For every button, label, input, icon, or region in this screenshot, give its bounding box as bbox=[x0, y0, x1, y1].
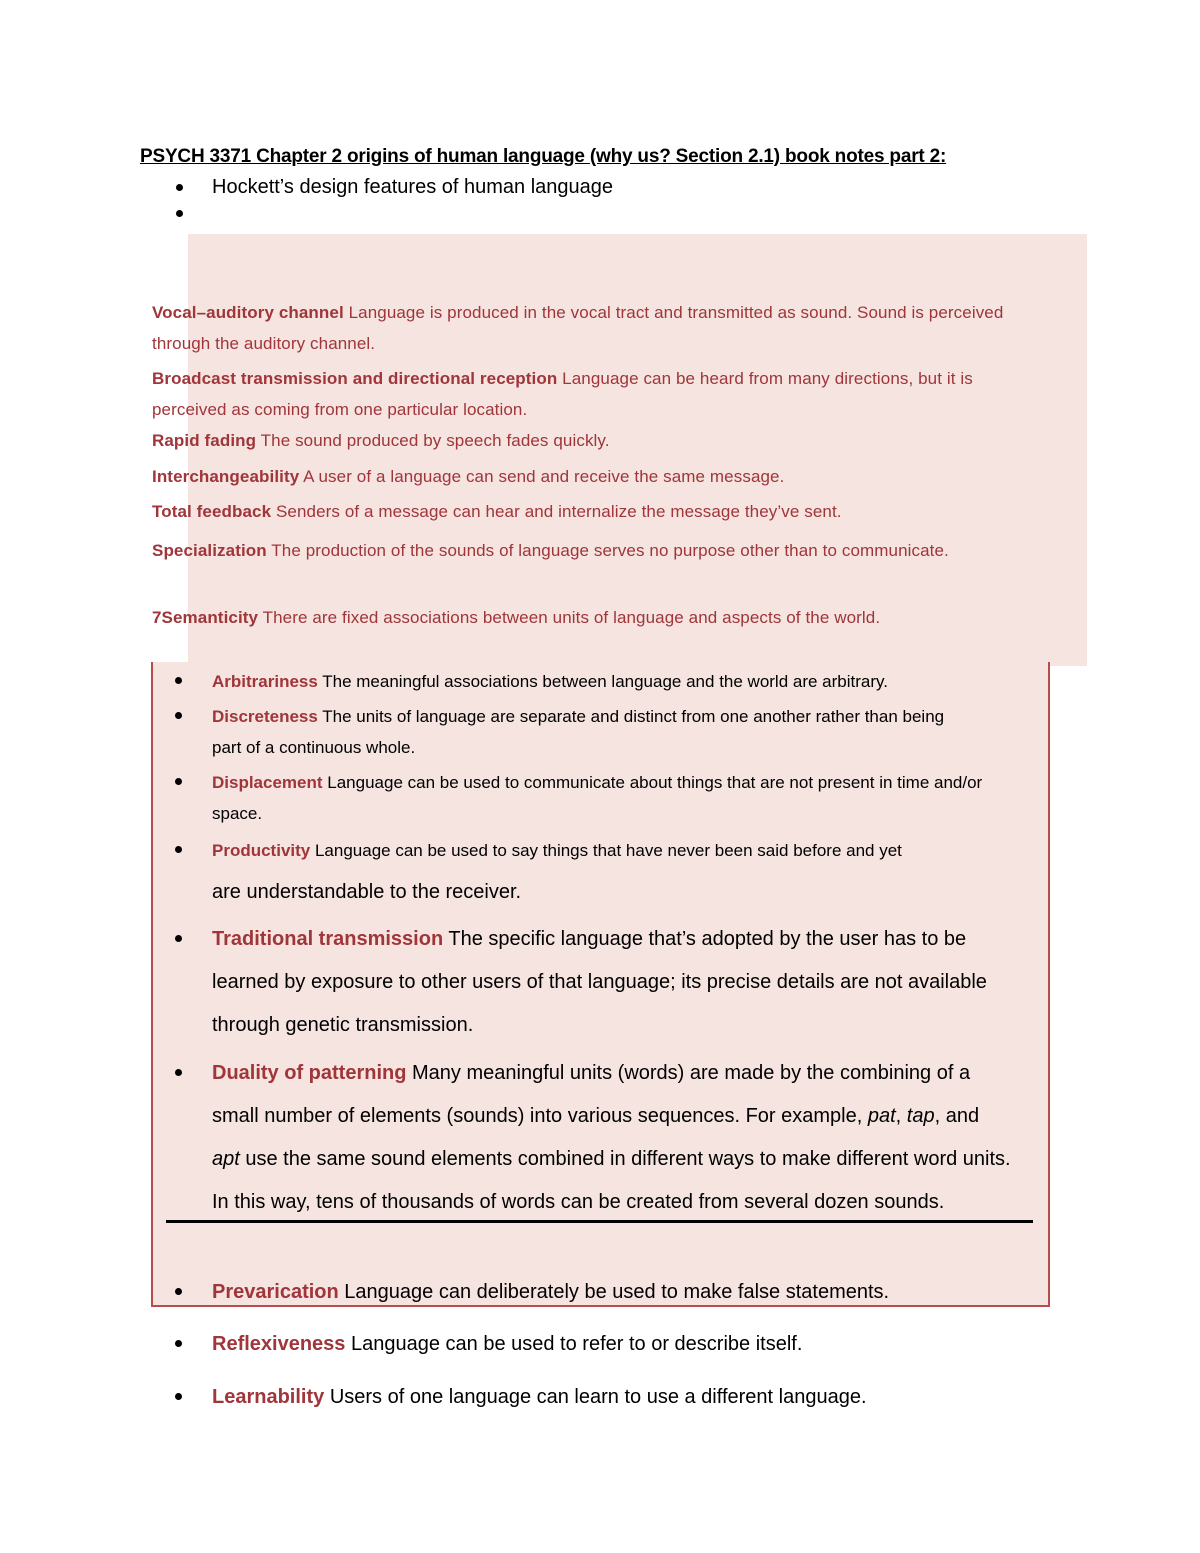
feature-term: Prevarication bbox=[212, 1281, 339, 1303]
example-word: tap bbox=[906, 1105, 935, 1127]
feature-paragraph bbox=[152, 425, 1022, 456]
bullet-icon bbox=[175, 1069, 182, 1076]
feature-description: Language can deliberately be used to make false statements. bbox=[338, 1281, 890, 1303]
feature-description: Users of one language can learn to use a different language. bbox=[324, 1386, 867, 1408]
feature-description: The meaningful associations between language and the world are arbitrary. bbox=[317, 672, 888, 691]
feature-term: Discreteness bbox=[212, 707, 318, 726]
bullet-icon bbox=[175, 677, 182, 684]
feature-term: Interchangeability bbox=[152, 467, 300, 486]
list-item bbox=[172, 200, 613, 226]
bullet-icon bbox=[175, 1393, 182, 1400]
feature-term: Learnability bbox=[212, 1386, 325, 1408]
list-item bbox=[172, 174, 613, 200]
feature-term: Duality of patterning bbox=[212, 1062, 407, 1084]
list-item bbox=[212, 918, 1012, 1047]
feature-description: There are fixed associations between units of language and aspects of the world. bbox=[258, 608, 881, 627]
feature-description: Language can be used to refer to or describe itself. bbox=[345, 1333, 803, 1355]
list-item-text: Hockett’s design features of human language bbox=[212, 176, 614, 198]
list-item bbox=[212, 835, 1012, 866]
feature-term: Specialization bbox=[152, 541, 267, 560]
feature-description: Language can be used to say things that have never been said before and yet bbox=[310, 841, 902, 860]
bullet-icon bbox=[176, 184, 183, 191]
feature-description: Language can be heard from many directions, but it is perceived as coming from one particular location. bbox=[152, 369, 973, 419]
bullet-icon bbox=[175, 935, 182, 942]
feature-term: Reflexiveness bbox=[212, 1333, 346, 1355]
feature-description: The sound produced by speech fades quickly. bbox=[256, 431, 610, 450]
document-title: PSYCH 3371 Chapter 2 origins of human language (why us? Section 2.1) book notes part 2: bbox=[140, 146, 947, 167]
separator-text: , and bbox=[934, 1105, 980, 1127]
feature-term: 7Semanticity bbox=[152, 608, 259, 627]
feature-description: are understandable to the receiver. bbox=[212, 881, 522, 903]
feature-description: Language is produced in the vocal tract and transmitted as sound. Sound is perceived through the auditory channel. bbox=[152, 303, 1004, 353]
bullet-icon bbox=[175, 778, 182, 785]
bullet-icon bbox=[175, 1340, 182, 1347]
feature-description: use the same sound elements combined in different ways to make different word units. In this way, tens of thousands of words can be created from several dozen sounds. bbox=[212, 1148, 1011, 1213]
feature-paragraph bbox=[152, 461, 1022, 492]
feature-term: Displacement bbox=[212, 773, 323, 792]
feature-term: Arbitrariness bbox=[212, 672, 318, 691]
feature-description: A user of a language can send and receive the same message. bbox=[299, 467, 785, 486]
top-bullet-list bbox=[172, 174, 613, 226]
bullet-icon bbox=[175, 846, 182, 853]
feature-description: The production of the sounds of language serves no purpose other than to communicate. bbox=[266, 541, 949, 560]
list-item bbox=[212, 1271, 1012, 1314]
list-item bbox=[212, 767, 1012, 829]
list-item-continuation bbox=[212, 871, 1012, 914]
list-item bbox=[212, 1323, 1012, 1366]
feature-paragraph bbox=[152, 602, 1022, 633]
feature-term: Productivity bbox=[212, 841, 311, 860]
feature-term: Vocal–auditory channel bbox=[152, 303, 344, 322]
feature-paragraph bbox=[152, 297, 1022, 359]
feature-description: Many meaningful units (words) are made by the combining of a small number of elements (sounds) into various sequences. For example, bbox=[212, 1062, 971, 1127]
feature-paragraph bbox=[152, 535, 1022, 566]
feature-description: The units of language are separate and distinct from one another rather than being part of a continuous whole. bbox=[212, 707, 945, 757]
feature-term: Broadcast transmission and directional reception bbox=[152, 369, 558, 388]
feature-paragraph bbox=[152, 363, 1022, 425]
feature-term: Rapid fading bbox=[152, 431, 257, 450]
list-item bbox=[212, 701, 972, 763]
bullet-icon bbox=[175, 712, 182, 719]
feature-description: Language can be used to communicate about things that are not present in time and/or space. bbox=[212, 773, 983, 823]
feature-description: Senders of a message can hear and internalize the message they’ve sent. bbox=[271, 502, 842, 521]
bullet-icon bbox=[176, 210, 183, 217]
example-word: apt bbox=[212, 1148, 240, 1170]
list-item bbox=[212, 1052, 1012, 1224]
feature-term: Traditional transmission bbox=[212, 928, 444, 950]
list-item bbox=[212, 666, 1012, 697]
feature-description: The specific language that’s adopted by the user has to be learned by exposure to other users of that language; its precise details are not available through genetic transmission. bbox=[212, 928, 987, 1036]
separator-text: , bbox=[895, 1105, 907, 1127]
example-word: pat bbox=[867, 1105, 896, 1127]
bullet-icon bbox=[175, 1288, 182, 1295]
list-item bbox=[212, 1376, 1012, 1419]
feature-paragraph bbox=[152, 496, 1022, 527]
feature-term: Total feedback bbox=[152, 502, 272, 521]
